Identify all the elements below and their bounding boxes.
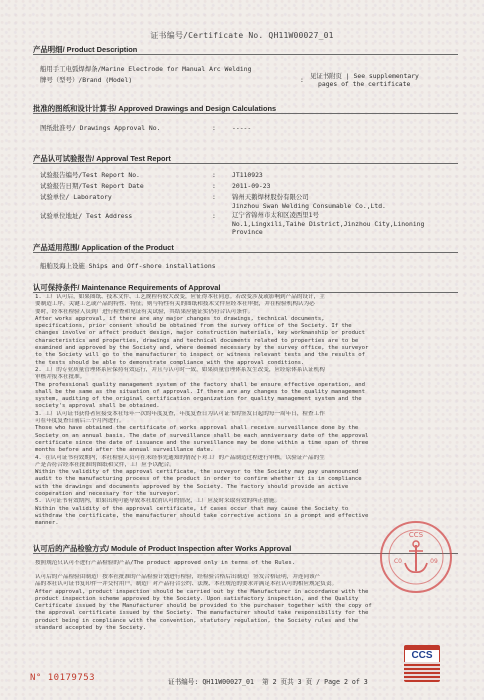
text-line: months before and after the annual surveillance date. (35, 447, 214, 454)
divider (33, 54, 458, 55)
divider (33, 252, 458, 253)
text-line: Within the validity of the approval certificate, the surveyor to the Society may pay unannounced (35, 469, 359, 476)
text-line: examined and approved by the Society and, where deemed necessary by the survey office, the surveyor (35, 345, 369, 352)
text-line: to the Society will go to the manufacturer to inspect or witness relevant tests and the results of (35, 352, 366, 359)
text-line: audit to the manufacturing process of the product in order to confirm whether it is in compliance (35, 476, 362, 483)
colon: : (212, 182, 216, 190)
colon: : (212, 212, 216, 220)
serial-number: N° 10179753 (30, 673, 96, 683)
section-title-application: 产品适用范围/ Application of the Product (33, 243, 174, 252)
text-line: changes involve or affect product design, major construction materials, key workmanship or product (35, 330, 366, 337)
text-line: 3. 工厂认可证书获得者应接受本社每年一次的年度复查，年度复查日为认可证书的签发日起的每一周年日，检查工作 (35, 410, 325, 417)
drawings-approval-value: ----- (232, 124, 252, 132)
text-line: product being in compliance with the convention, statutory regulation, the Society rules and the (35, 617, 359, 624)
test-report-no-value: JT110923 (232, 171, 263, 179)
text-line: 2. 工厂的专业质量管理体系应保持有效运行，并且与认可时一致，如果质量管理体系发生改变，应经原体系认证机构 (35, 366, 325, 373)
text-line: 认可后的产品检验由制造厂按本社批准的产品检验计划进行检验，经检验合格后出制造厂签发合格证明，并连同该产 (35, 574, 321, 580)
text-line: 5. 认可证书有效期内，如果出现可能导致本社取消认可的情况，工厂应及时采取有效的纠正措施。 (35, 498, 281, 505)
text-line: 要时，经本社检验人员到厂进行检查和见证有关试验，其结果应能证实仍符合认可条件。 (35, 308, 254, 315)
laboratory-value-cn: 锦州天鹅焊材股份有限公司 (232, 193, 309, 201)
divider (33, 113, 458, 114)
text-line: After works approval, if there are any major changes to drawings, technical documents, (35, 315, 325, 322)
colon: : (212, 193, 216, 201)
brand-model-label: 牌号（型号）/Brand (Model) (40, 76, 133, 84)
text-line: system, auditing of the original certification organization for quality management system and the (35, 396, 362, 403)
text-line: 品的本社认可证书复印件一并交付用户，制造厂对产品符合公约、法规、本社规范的要求并满足本社认可的相应规定负责。 (35, 581, 338, 588)
official-seal-stamp (378, 519, 454, 595)
test-address-en-1: No.1,Lingxili,Taihe District,Jinzhou City,Linoning (232, 220, 425, 228)
text-line: 审核并报本社批准。 (35, 374, 86, 381)
divider (33, 292, 458, 293)
laboratory-value-en: Jinzhou Swan Welding Consumable Co.,Ltd. (232, 202, 386, 210)
text-line: certificate since the date of issuance and the surveillance may be done within a time span of three (35, 439, 369, 446)
text-line: standard accepted by the Society. (35, 625, 147, 632)
divider (33, 163, 458, 164)
section-title-inspection: 认可后的产品检验方式/ Module of Product Inspection after Works Approval (33, 544, 292, 553)
anchor-icon (405, 541, 427, 572)
test-report-date-label: 试验报告日期/Test Report Date (40, 182, 144, 190)
supplementary-note-en: pages of the certificate (318, 80, 411, 88)
text-line: After approval, product inspection should be carried out by the Manufacturer in accordance with the (35, 588, 369, 595)
stamp-text-code: C0 (393, 558, 403, 565)
text-line: 要制造工序，关键工艺或产品的特性、特征，则与特性有关的图纸和技术文件应经本社审批，并在检验机构认为必 (35, 301, 315, 308)
colon: : (212, 124, 216, 132)
stamp-text-number: 09 (430, 558, 438, 565)
text-line: the approval certificate issued by the Society. The manufacturer should take responsibility for the (35, 610, 369, 617)
section-title-approved-drawings: 批准的图纸和设计计算书/ Approved Drawings and Design Calculations (33, 104, 277, 113)
section-title-product-description: 产品明细/ Product Description (33, 45, 138, 54)
supplementary-note-cn: 见证书附页 | See supplementary (310, 72, 419, 80)
text-line: 按照规范只认可不进行产品检验的产品/The product approved only in terms of the Rules. (35, 560, 296, 566)
text-line: Certificate issued by the Manufacturer should be provided to the purchaser together with the copy of (35, 603, 372, 610)
text-line: 1. 工厂认可后，如果图纸、技术文件、工艺规程有较大改变，应征得本社同意。若改变涉及或影响到产品的设计，主 (35, 294, 325, 300)
ccs-logo (404, 645, 440, 682)
test-report-date-value: 2011-09-23 (232, 182, 271, 190)
text-line: the tests should be able to demonstrate compliance with the approval conditions. (35, 359, 305, 366)
text-line: The professional quality management system of the factory shall be ensure effective operation, and (35, 381, 366, 388)
application-text: 船舶及海上设施 Ships and Off-shore installations (40, 262, 216, 270)
text-line: Society on an annual basis. The date of surveillance shall be each anniversary date of the approval (35, 432, 369, 439)
text-line: Within the validity of the approval certificate, if cases occur that may cause the Society to (35, 505, 349, 512)
text-line: Those who have obtained the certificate of works approval shall receive surveillance done by the (35, 425, 359, 432)
text-line: 可在年度复查日前后三个月内进行。 (35, 418, 125, 425)
test-report-no-label: 试验报告编号/Test Report No. (40, 171, 140, 179)
text-line: characteristics and properties, drawings and technical documents related to properties are to be (35, 337, 359, 344)
text-line: specifications, prior consent should be obtained from the survey office of the Society. If the (35, 323, 352, 330)
text-line: with the drawings and documents approved by the Society. The factory should provide an active (35, 483, 349, 490)
laboratory-label: 试验单位/ Laboratory (40, 193, 112, 201)
ccs-logo-text: CCS (404, 650, 440, 662)
product-name: 船用手工电弧焊焊条/Marine Electrode for Manual Arc Welding (40, 65, 252, 73)
footer-certificate-number: 证书编号: QH11W00027_01 (168, 678, 254, 686)
text-line: shall be the same as the situation of approval. If there are any changes to the quality management (35, 388, 366, 395)
text-line: 产是否符合经本社批准的图纸和文件，工厂应予以配合。 (35, 461, 175, 468)
drawings-approval-label: 图纸批准号/ Drawings Approval No. (40, 124, 161, 132)
colon: : (300, 76, 304, 84)
footer-page-number: 第 2 页共 3 页 / Page 2 of 3 (262, 678, 368, 686)
text-line: manner. (35, 520, 59, 527)
test-address-cn: 辽宁省锦州市太和区凌西里1号 (232, 211, 319, 219)
colon: : (212, 171, 216, 179)
text-line: product inspection scheme approved by the Society. Upon satisfactory inspection, and the Quality (35, 595, 359, 602)
certificate-number-header: 证书编号/Certificate No. QH11W00027_01 (150, 31, 334, 40)
stamp-text-top: CCS (408, 531, 424, 539)
text-line: society's approval shall be obtained. (35, 403, 160, 410)
text-line: 4. 在认可证书有效期内，本社检验人员可在未经事先通知的情况下对工厂的产品制造过程进行审核，以验证产品的生 (35, 454, 325, 461)
maintenance-text (35, 294, 457, 528)
text-line: withdraw the certificate, the manufacturer should take corrective actions in a prompt and effective (35, 512, 369, 519)
text-line: cooperation and necessary for the surveyor. (35, 491, 180, 498)
test-address-en-2: Province (232, 228, 263, 236)
section-title-test-report: 产品认可试验报告/ Approval Test Report (33, 154, 171, 163)
section-title-maintenance: 认可保持条件/ Maintenance Requirements of Approval (33, 283, 221, 292)
test-address-label: 试验单位地址/ Test Address (40, 212, 133, 220)
